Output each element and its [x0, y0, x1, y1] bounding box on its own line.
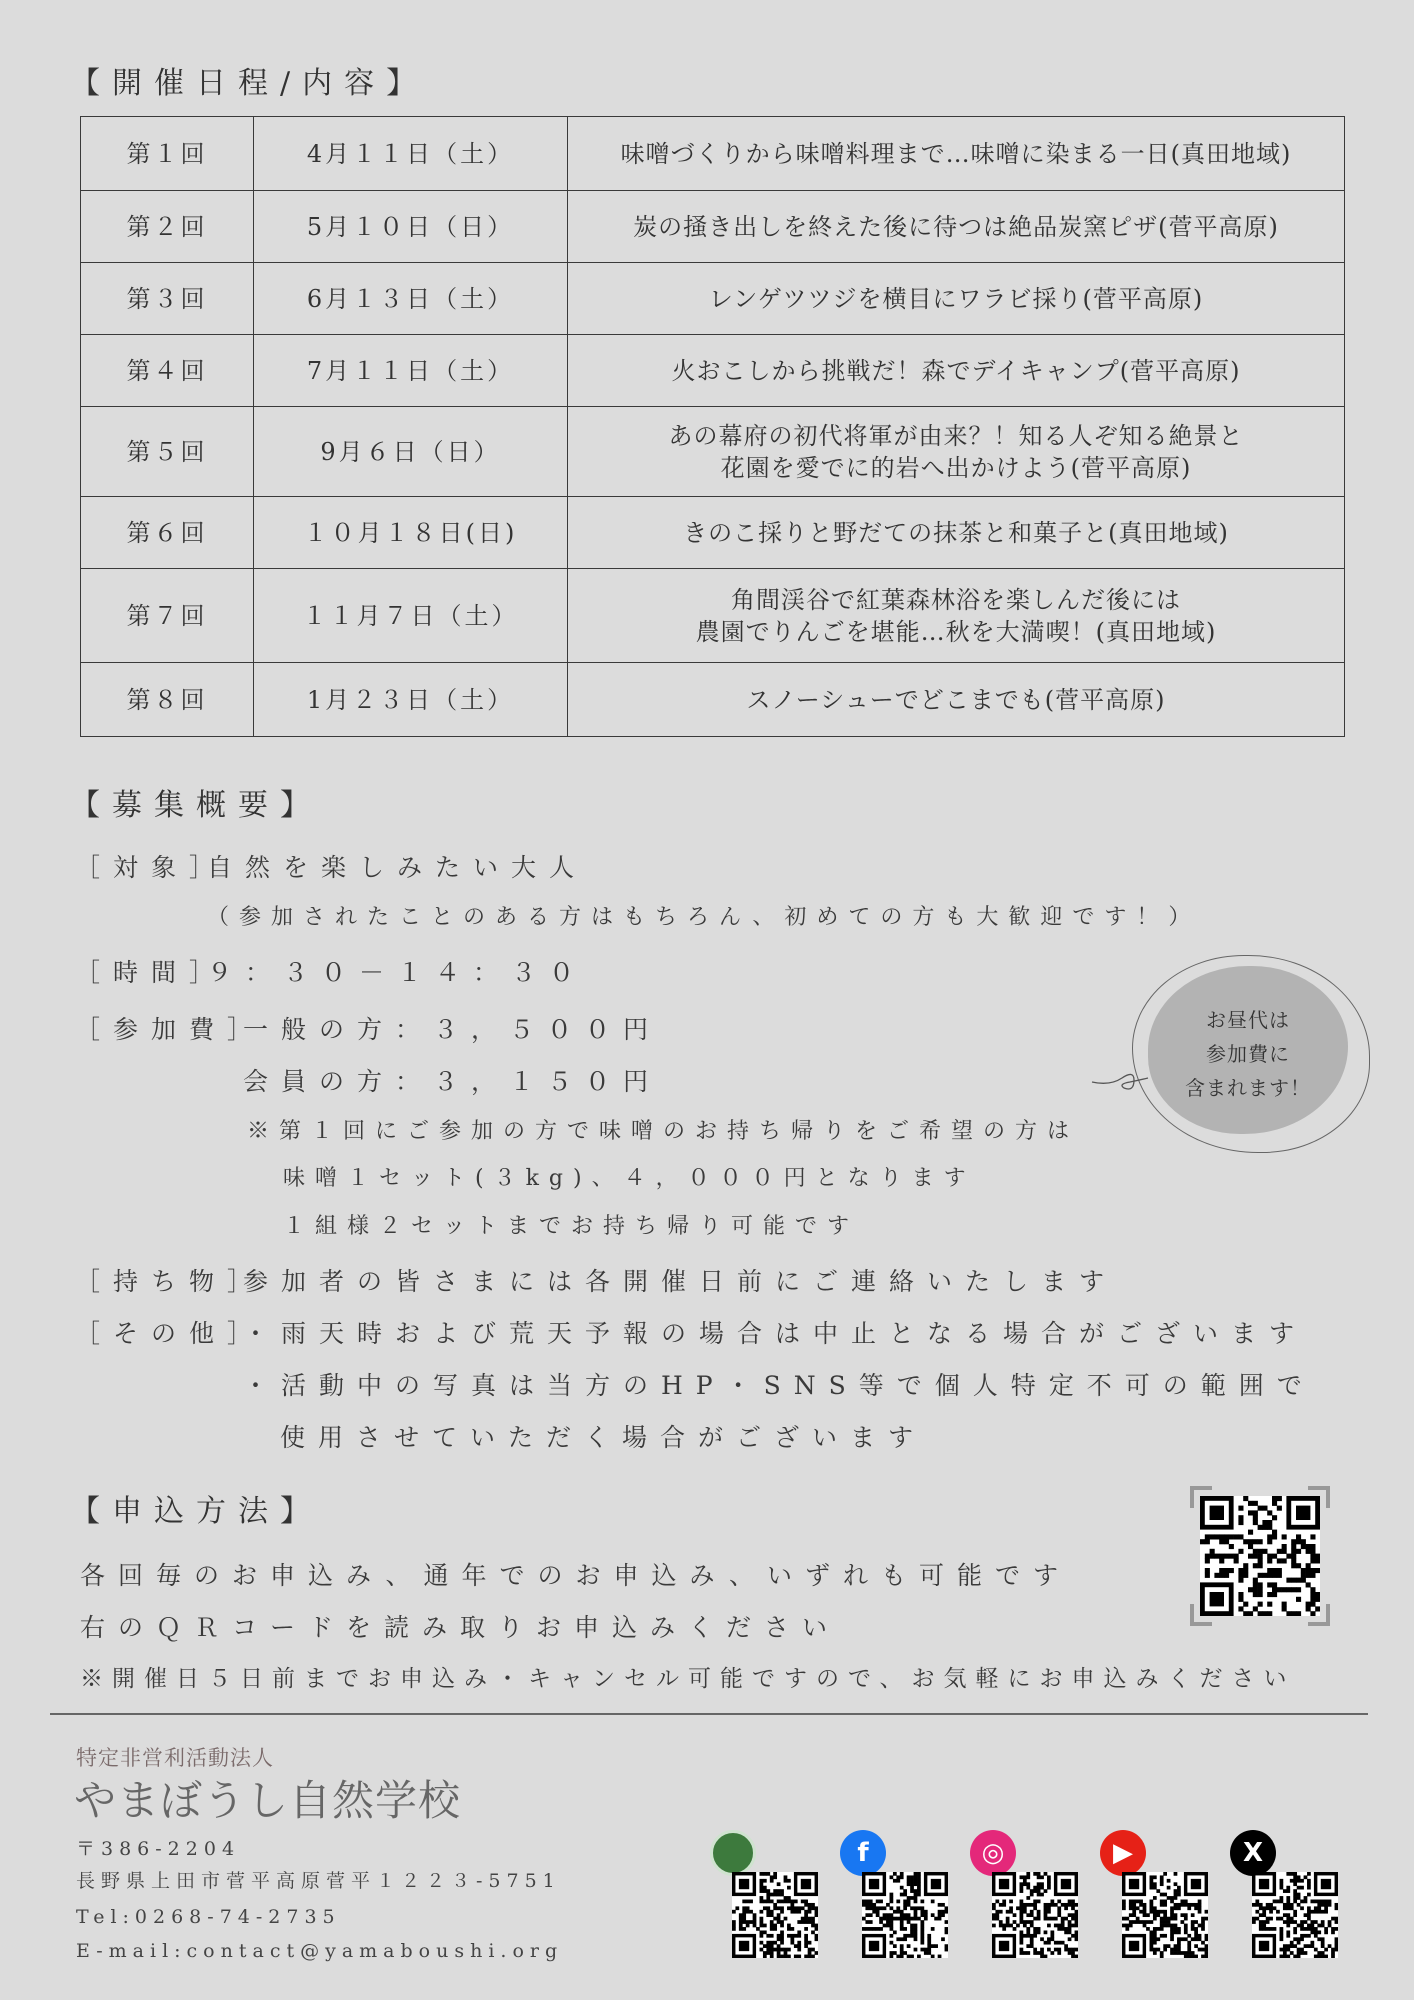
- session-content-line: 角間渓谷で紅葉森林浴を楽しんだ後には: [731, 585, 1181, 614]
- sns-qr-code[interactable]: [732, 1872, 818, 1958]
- session-content-line: 火おこしから挑戦だ！森でデイキャンプ(菅平高原): [671, 356, 1241, 385]
- schedule-row: [81, 191, 1345, 263]
- session-number: 第３回: [81, 263, 254, 335]
- address: 長野県上田市菅平高原菅平１２２３-5751: [76, 1870, 561, 1892]
- time-value: ９：３０－１４：３０: [207, 958, 588, 987]
- target-label: ［対象］: [75, 853, 228, 882]
- session-number: 第７回: [81, 569, 254, 663]
- sns-qr-code[interactable]: [862, 1872, 948, 1958]
- schedule-row: [81, 263, 1345, 335]
- apply-line-3: ※開催日５日前までお申込み・キャンセル可能ですので、お気軽にお申込みください: [80, 1666, 1296, 1692]
- sns-qr-code[interactable]: [992, 1872, 1078, 1958]
- schedule-row: [81, 407, 1345, 497]
- bubble-line-1: お昼代は: [1206, 1008, 1290, 1032]
- logo-badge-icon[interactable]: [710, 1830, 756, 1876]
- session-content-line: あの幕府の初代将軍が由来？！知る人ぞ知る絶景と: [668, 421, 1244, 450]
- session-content-line: 味噌づくりから味噌料理まで…味噌に染まる一日(真田地域): [620, 139, 1292, 168]
- other-line-3: 使用させていただく場合がございます: [280, 1423, 927, 1452]
- schedule-row: [81, 569, 1345, 663]
- fee-label: ［参加費］: [75, 1015, 266, 1044]
- apply-qr-code[interactable]: [1200, 1496, 1320, 1616]
- other-line-2: ・活動中の写真は当方のHP・SNS等で個人特定不可の範囲で: [243, 1371, 1315, 1400]
- schedule-row: [81, 663, 1345, 737]
- session-number: 第１回: [81, 117, 254, 191]
- fee-member: 会員の方：３，１５０円: [243, 1067, 662, 1096]
- target-value: 自然を楽しみたい大人: [207, 853, 588, 882]
- session-date: 1月２３日（土）: [254, 663, 568, 737]
- recruit-heading: 【募集概要】: [70, 788, 322, 823]
- session-content-line: きのこ採りと野だての抹茶と和菓子と(真田地域): [683, 518, 1229, 547]
- schedule-heading: 【開催日程/内容】: [70, 66, 429, 101]
- lunch-bubble-text: [1160, 1003, 1336, 1105]
- org-type: 特定非営利活動法人: [76, 1746, 274, 1770]
- email: E-mail:contact@yamaboushi.org: [76, 1940, 564, 1962]
- session-content-line: 花園を愛でに的岩へ出かけよう(菅平高原): [720, 453, 1192, 482]
- fee-note-1: ※第１回にご参加の方で味噌のお持ち帰りをご希望の方は: [247, 1119, 1080, 1144]
- session-date: 4月１１日（土）: [254, 117, 568, 191]
- session-number: 第６回: [81, 497, 254, 569]
- items-label: ［持ち物］: [75, 1267, 266, 1296]
- apply-qr-frame[interactable]: [1190, 1486, 1330, 1626]
- session-date: 6月１３日（土）: [254, 263, 568, 335]
- other-label: ［その他］: [75, 1319, 266, 1348]
- sns-qr-code[interactable]: [1252, 1872, 1338, 1958]
- schedule-row: [81, 335, 1345, 407]
- session-content-line: レンゲツツジを横目にワラビ採り(菅平高原): [708, 284, 1204, 313]
- telephone: Tel:0268-74-2735: [76, 1906, 341, 1928]
- youtube-icon[interactable]: ▶: [1100, 1830, 1146, 1876]
- bubble-line-2: 参加費に: [1206, 1042, 1290, 1066]
- schedule-table: [80, 116, 1345, 737]
- apply-line-1: 各回毎のお申込み、通年でのお申込み、いずれも可能です: [80, 1561, 1072, 1590]
- session-content-line: 農園でりんごを堪能…秋を大満喫！(真田地域): [695, 617, 1217, 646]
- session-date: 9月６日（日）: [254, 407, 568, 497]
- instagram-icon[interactable]: ◎: [970, 1830, 1016, 1876]
- footer-divider: [50, 1713, 1368, 1715]
- items-value: 参加者の皆さまには各開催日前にご連絡いたします: [243, 1267, 1118, 1296]
- session-number: 第２回: [81, 191, 254, 263]
- postal-code: 〒386-2204: [76, 1838, 241, 1860]
- session-content: [568, 497, 1345, 569]
- fee-note-2: 味噌１セット(３kg)、４，０００円となります: [283, 1166, 976, 1191]
- bubble-line-3: 含まれます！: [1185, 1076, 1311, 1100]
- x-icon[interactable]: X: [1230, 1830, 1276, 1876]
- session-content: [568, 263, 1345, 335]
- session-content-line: 炭の掻き出しを終えた後に待つは絶品炭窯ピザ(菅平高原): [633, 212, 1279, 241]
- target-note: （参加されたことのある方はもちろん、初めての方も大歓迎です！）: [207, 905, 1201, 930]
- schedule-row: [81, 497, 1345, 569]
- fee-general: 一般の方：３，５００円: [243, 1015, 662, 1044]
- session-content: [568, 117, 1345, 191]
- session-content: [568, 663, 1345, 737]
- bubble-tail-swirl: [1090, 1068, 1150, 1098]
- session-date: 5月１０日（日）: [254, 191, 568, 263]
- session-number: 第５回: [81, 407, 254, 497]
- facebook-icon[interactable]: f: [840, 1830, 886, 1876]
- session-date: 7月１１日（土）: [254, 335, 568, 407]
- org-name: やまぼうし自然学校: [74, 1776, 462, 1825]
- apply-line-2: 右のＱＲコードを読み取りお申込みください: [80, 1613, 841, 1642]
- session-date: １０月１８日(日): [254, 497, 568, 569]
- schedule-row: [81, 117, 1345, 191]
- session-content: [568, 569, 1345, 663]
- session-content: [568, 191, 1345, 263]
- apply-heading: 【申込方法】: [70, 1494, 322, 1529]
- other-line-1: ・雨天時および荒天予報の場合は中止となる場合がございます: [243, 1319, 1308, 1348]
- session-content: [568, 407, 1345, 497]
- session-number: 第８回: [81, 663, 254, 737]
- fee-note-3: １組様２セットまでお持ち帰り可能です: [283, 1214, 860, 1239]
- session-date: １１月７日（土）: [254, 569, 568, 663]
- sns-qr-code[interactable]: [1122, 1872, 1208, 1958]
- session-number: 第４回: [81, 335, 254, 407]
- session-content-line: スノーシューでどこまでも(菅平高原): [746, 685, 1166, 714]
- time-label: ［時間］: [75, 958, 228, 987]
- session-content: [568, 335, 1345, 407]
